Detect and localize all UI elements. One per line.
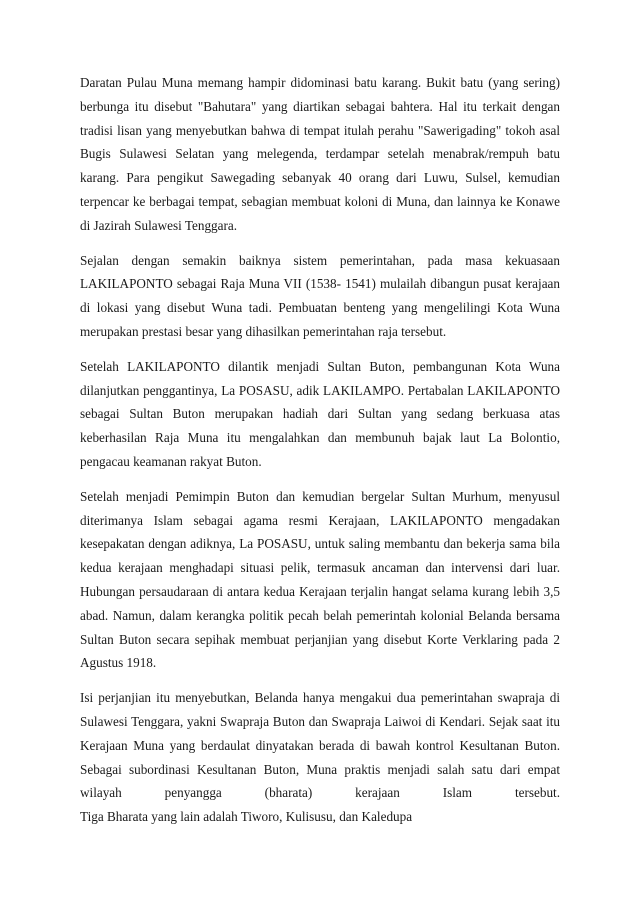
paragraph-korte-verklaring: Isi perjanjian itu menyebutkan, Belanda hanya mengakui dua pemerintahan swapraja di Sulawesi Tenggara, yakni Swapraja Buton dan Swapraja Laiwoi di Kendari. Sejak saat itu Kerajaan Muna yang berdaulat dinyatakan berada di bawah kontrol Kesultanan Buton. Sebagai subordinasi Kesultanan Buton, Muna praktis menjadi salah satu dari empat wilayah penyangga (bharata) kerajaan Islam tersebut. xyxy=(80,690,560,801)
closing-line: Tiga Bharata yang lain adalah Tiworo, Kulisusu, dan Kaledupa xyxy=(80,809,413,825)
paragraph-lakilaponto-reign: Sejalan dengan semakin baiknya sistem pemerintahan, pada masa kekuasaan LAKILAPONTO sebagai Raja Muna VII (1538- 1541) mulailah dibangun pusat kerajaan di lokasi yang disebut Wuna tadi. Pembuatan benteng yang mengelilingi Kota Wuna merupakan prestasi besar yang dihasilkan pemerintahan raja tersebut. xyxy=(80,252,560,339)
document-body xyxy=(80,71,560,829)
paragraph-muna-geography: Daratan Pulau Muna memang hampir didominasi batu karang. Bukit batu (yang sering) berbunga itu disebut "Bahutara" yang diartikan sebagai bahtera. Hal itu terkait dengan tradisi lisan yang menyebutkan bahwa di tempat itulah perahu "Sawerigading" tokoh asal Bugis Sulawesi Selatan yang melegenda, terdampar setelah menabrak/rempuh batu karang. Para pengikut Sawegading sebanyak 40 orang dari Luwu, Sulsel, kemudian terpencar ke berbagai tempat, sebagian membuat koloni di Muna, dan lainnya ke Konawe di Jazirah Sulawesi Tenggara. xyxy=(80,75,560,233)
paragraph-sultan-murhum: Setelah menjadi Pemimpin Buton dan kemudian bergelar Sultan Murhum, menyusul diterimanya Islam sebagai agama resmi Kerajaan, LAKILAPONTO mengadakan kesepakatan dengan adiknya, La POSASU, untuk saling membantu dan bekerja sama bila kedua kerajaan menghadapi situasi pelik, termasuk ancaman dan intervensi dari luar. Hubungan persaudaraan di antara kedua Kerajaan terjalin hangat selama kurang lebih 3,5 abad. Namun, dalam kerangka politik pecah belah pemerintah kolonial Belanda bersama Sultan Buton secara sepihak membuat perjanjian yang disebut Korte Verklaring pada 2 Agustus 1918. xyxy=(80,488,560,671)
paragraph-sultan-buton: Setelah LAKILAPONTO dilantik menjadi Sultan Buton, pembangunan Kota Wuna dilanjutkan penggantinya, La POSASU, adik LAKILAMPO. Pertabalan LAKILAPONTO sebagai Sultan Buton merupakan hadiah dari Sultan yang sedang berkuasa atas keberhasilan Raja Muna itu mengalahkan dan membunuh bajak laut La Bolontio, pengacau keamanan rakyat Buton. xyxy=(80,358,560,469)
